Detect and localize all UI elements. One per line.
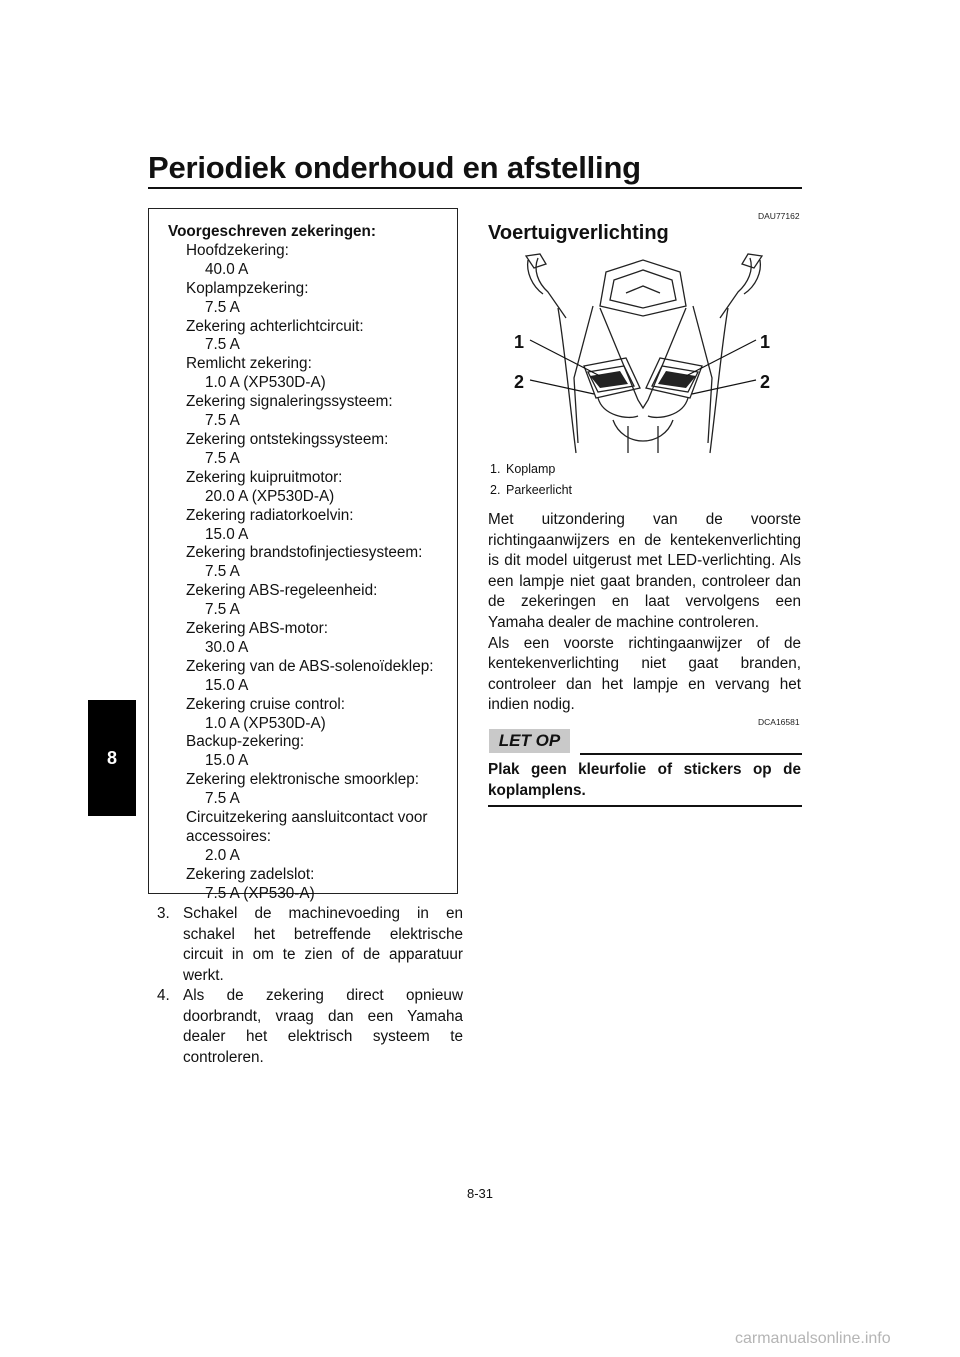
chapter-tab: 8	[88, 700, 136, 816]
figure-captions	[490, 459, 572, 501]
spec-name: Zekering achterlichtcircuit:	[186, 317, 364, 335]
page-title: Periodiek onderhoud en afstelling	[148, 150, 641, 185]
spec-value: 7.5 A	[205, 298, 240, 316]
spec-name: Zekering ABS-motor:	[186, 620, 328, 638]
page-number: 8-31	[466, 1186, 494, 1201]
spec-value: 7.5 A	[205, 601, 240, 619]
callout-label: 2	[514, 372, 525, 392]
headlight-figure	[488, 248, 798, 456]
spec-name-continued: accessoires:	[186, 828, 272, 845]
spec-value: 15.0 A	[205, 752, 249, 770]
spec-name: Zekering ontstekingssysteem:	[186, 430, 389, 448]
spec-value: 7.5 A	[205, 449, 240, 467]
caption-number: 2.	[490, 483, 501, 497]
spec-value: 15.0 A	[205, 676, 249, 694]
notice-ref-code: DCA16581	[758, 717, 800, 727]
caption	[490, 480, 572, 501]
spec-value: 1.0 A (XP530D-A)	[205, 374, 326, 392]
step-number: 3.	[157, 905, 170, 922]
spec-value: 7.5 A	[205, 336, 240, 354]
spec-value: 7.5 A	[205, 790, 240, 808]
spec-value: 40.0 A	[205, 260, 249, 278]
spec-value: 1.0 A (XP530D-A)	[205, 714, 326, 732]
title-divider	[148, 187, 802, 189]
spec-name: Zekering cruise control:	[186, 695, 345, 713]
watermark: carmanualsonline.info	[735, 1330, 891, 1347]
spec-value: 15.0 A	[205, 525, 249, 543]
step-text: Als de zekering direct opnieuw doorbrandt, vraag dan een Yamaha dealer het elektrisch systeem te controleren.	[183, 987, 463, 1066]
step-text: Schakel de machinevoeding in en schakel het betreffende elektrische circuit in om te zien of de apparatuur werkt.	[183, 905, 463, 984]
notice-divider-bottom	[488, 805, 802, 807]
spec-name: Hoofdzekering:	[186, 241, 289, 259]
spec-value: 30.0 A	[205, 638, 249, 656]
section-title: Voertuigverlichting	[488, 222, 669, 244]
notice-text: Plak geen kleurfolie of stickers op de koplamplens.	[488, 761, 801, 799]
spec-name: Circuitzekering aansluitcontact voor	[186, 809, 428, 827]
callout-label: 1	[514, 332, 525, 352]
callout-label: 2	[760, 372, 771, 392]
spec-name: Zekering signaleringssysteem:	[186, 393, 393, 411]
step-list	[157, 904, 463, 1068]
spec-heading: Voorgeschreven zekeringen:	[168, 223, 376, 240]
fuse-spec-box	[148, 208, 458, 902]
caption	[490, 459, 572, 480]
spec-value: 7.5 A	[205, 412, 240, 430]
list-item	[157, 986, 463, 1068]
spec-value: 7.5 A	[205, 563, 240, 581]
callout-label: 1	[760, 332, 771, 352]
spec-name: Zekering van de ABS-solenoïdeklep:	[186, 657, 434, 675]
step-number: 4.	[157, 987, 170, 1004]
spec-name: Zekering radiatorkoelvin:	[186, 506, 354, 524]
spec-name: Backup-zekering:	[186, 733, 305, 751]
spec-name: Zekering zadelslot:	[186, 865, 315, 883]
headlight-shading	[590, 371, 696, 388]
caption-number: 1.	[490, 462, 501, 476]
spec-value: 7.5 A (XP530-A)	[205, 884, 315, 902]
scooter-front-illustration	[526, 254, 762, 453]
notice-divider-top	[580, 753, 802, 755]
paragraph: Als een voorste richtingaanwijzer of de kentekenverlichting niet gaat branden, controleer dan het lampje en vervang het indien nodig.	[488, 634, 801, 714]
section-body	[488, 510, 801, 716]
spec-name: Zekering elektronische smoorklep:	[186, 771, 419, 789]
caption-text: Parkeerlicht	[506, 483, 572, 497]
list-item	[157, 904, 463, 986]
spec-name: Zekering brandstofinjectiesysteem:	[186, 544, 423, 562]
spec-name: Zekering ABS-regeleenheid:	[186, 582, 378, 600]
notice-label: LET OP	[489, 729, 570, 753]
spec-name: Remlicht zekering:	[186, 355, 312, 373]
paragraph: Met uitzondering van de voorste richtingaanwijzers en de kentekenverlichting is dit model uitgerust met LED-verlichting. Als een lampje niet gaat branden, controleer dan de zekeringen en laat vervolgens een Yamaha dealer de machine controleren.	[488, 511, 801, 631]
spec-value: 2.0 A	[205, 846, 240, 864]
spec-name: Koplampzekering:	[186, 279, 309, 297]
section-ref-code: DAU77162	[758, 211, 800, 221]
caption-text: Koplamp	[506, 462, 556, 476]
spec-value: 20.0 A (XP530D-A)	[205, 487, 335, 505]
spec-name: Zekering kuipruitmotor:	[186, 468, 343, 486]
